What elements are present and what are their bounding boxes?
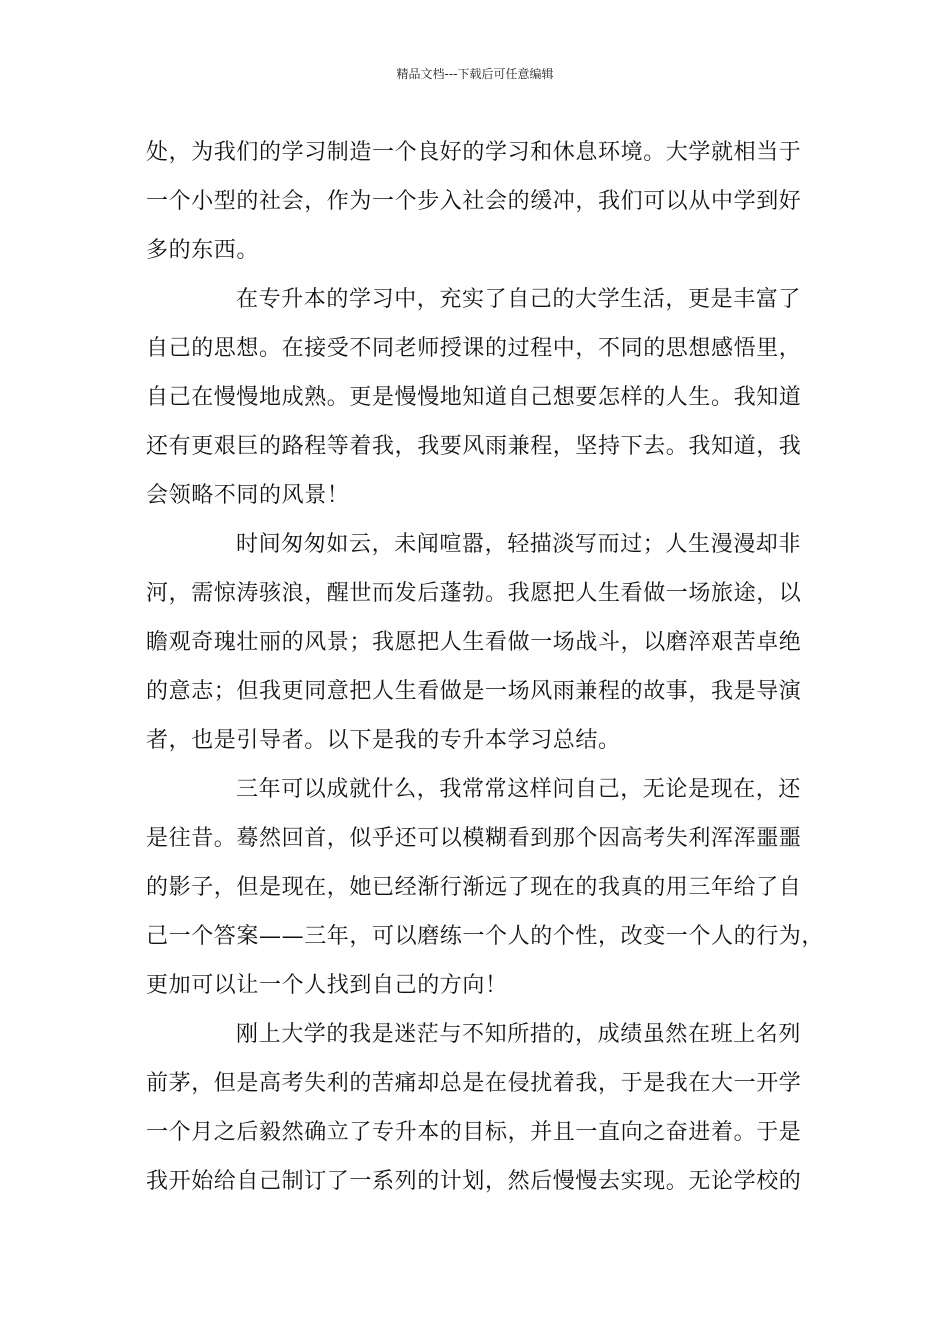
paragraph-first-line: 在专升本的学习中，充实了自己的大学生活，更是丰富了 xyxy=(236,287,802,312)
text-line: 前茅，但是高考失利的苦痛却总是在侵扰着我，于是我在大一开学 xyxy=(146,1071,802,1096)
text-line: 一个月之后毅然确立了专升本的目标，并且一直向之奋进着。于是 xyxy=(146,1120,802,1145)
text-line: 是往昔。蓦然回首，似乎还可以模糊看到那个因高考失利浑浑噩噩 xyxy=(146,826,802,851)
text-line: 自己的思想。在接受不同老师授课的过程中，不同的思想感悟里， xyxy=(146,336,802,361)
text-line: 我开始给自己制订了一系列的计划，然后慢慢去实现。无论学校的 xyxy=(146,1169,802,1194)
text-line: 自己在慢慢地成熟。更是慢慢地知道自己想要怎样的人生。我知道 xyxy=(146,385,802,410)
page-header: 精品文档---下载后可任意编辑 xyxy=(396,67,554,81)
paragraph-first-line: 时间匆匆如云，未闻喧嚣，轻描淡写而过；人生漫漫却非 xyxy=(236,532,802,557)
text-line: 己一个答案——三年，可以磨练一个人的个性，改变一个人的行为， xyxy=(146,924,825,949)
document-body xyxy=(146,128,826,1206)
text-line: 多的东西。 xyxy=(146,238,260,263)
text-line: 更加可以让一个人找到自己的方向！ xyxy=(146,973,508,998)
text-line: 的意志；但我更同意把人生看做是一场风雨兼程的故事，我是导演 xyxy=(146,679,802,704)
text-line: 处，为我们的学习制造一个良好的学习和休息环境。大学就相当于 xyxy=(146,140,802,165)
text-line: 瞻观奇瑰壮丽的风景；我愿把人生看做一场战斗，以磨淬艰苦卓绝 xyxy=(146,630,802,655)
text-line: 者，也是引导者。以下是我的专升本学习总结。 xyxy=(146,728,621,753)
paragraph-first-line: 三年可以成就什么，我常常这样问自己，无论是现在，还 xyxy=(236,777,802,802)
text-line: 河，需惊涛骇浪，醒世而发后蓬勃。我愿把人生看做一场旅途，以 xyxy=(146,581,802,606)
text-line: 的影子，但是现在，她已经渐行渐远了现在的我真的用三年给了自 xyxy=(146,875,802,900)
text-line: 一个小型的社会，作为一个步入社会的缓冲，我们可以从中学到好 xyxy=(146,189,802,214)
paragraph-first-line: 刚上大学的我是迷茫与不知所措的，成绩虽然在班上名列 xyxy=(236,1022,802,1047)
text-line: 会领略不同的风景！ xyxy=(146,483,350,508)
text-line: 还有更艰巨的路程等着我，我要风雨兼程，坚持下去。我知道，我 xyxy=(146,434,802,459)
